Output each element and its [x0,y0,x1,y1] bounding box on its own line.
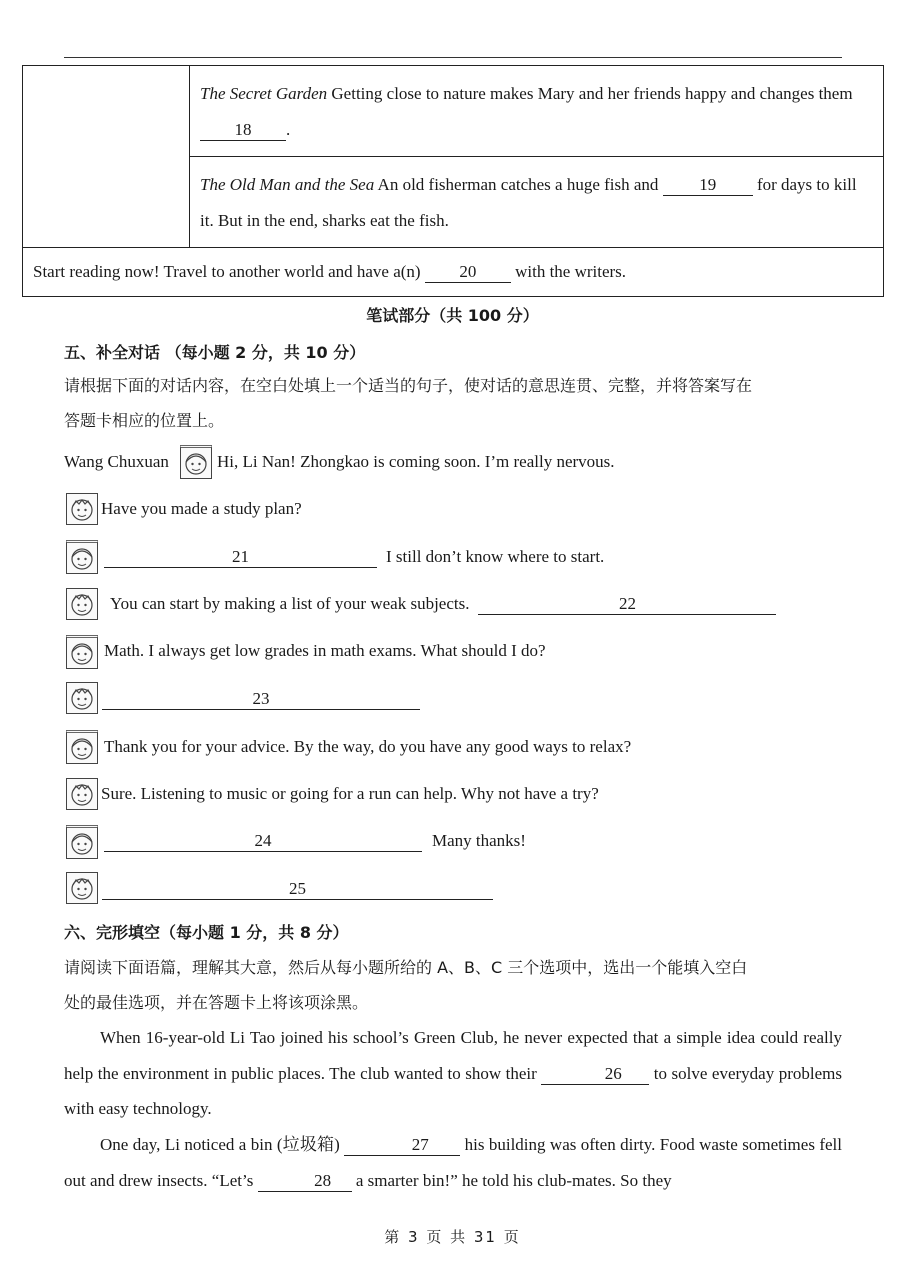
dialogue-line: Have you made a study plan? [101,499,302,518]
boy-avatar-icon [66,872,98,904]
blank-26: 26 [541,1064,649,1085]
dialogue-line: Thank you for your advice. By the way, do you have any good ways to relax? [104,737,632,756]
section6-title: 六、完形填空（每小题 1 分，共 8 分） [64,923,349,942]
section5-instruction: 请根据下面的对话内容，在空白处填上一个适当的句子，使对话的意思连贯、完整，并将答案写在 [64,376,753,395]
written-part-title: 笔试部分（共 100 分） [366,306,539,325]
dialogue-line: Math. I always get low grades in math exams. What should I do? [104,641,546,660]
dialogue-line: You can start by making a list of your weak subjects. 22 [110,594,776,615]
book-title: The Old Man and the Sea [200,175,375,194]
reading-table [22,65,884,297]
page-number: 第 3 页 共 31 页 [384,1228,521,1246]
boy-avatar-icon [66,493,98,525]
blank-23: 23 [102,689,420,710]
dialogue-line: Sure. Listening to music or going for a run can help. Why not have a try? [101,784,599,803]
section5-instruction-cont: 答题卡相应的位置上。 [64,411,225,430]
table-left-cell [23,66,190,248]
dialogue-line [102,689,420,710]
speaker-name: Wang Chuxuan [64,452,169,471]
girl-avatar-icon [66,825,98,859]
header-rule [64,57,842,58]
boy-avatar-icon [66,588,98,620]
cloze-paragraph-2: One day, Li noticed a bin (垃圾箱) 27 his building was often dirty. Food waste sometimes fell out and drew insects. “Let’s 28 a smarter bin!” he told his club-mates. So they [64,1135,842,1190]
table-row: The Old Man and the Sea An old fisherman catches a huge fish and 19 for days to kill it. But in the end, sharks eat the fish. [190,157,884,248]
blank-22: 22 [478,594,776,615]
blank-18: 18 [200,120,286,141]
section6-instruction-cont: 处的最佳选项，并在答题卡上将该项涂黑。 [64,993,369,1012]
boy-avatar-icon [66,682,98,714]
girl-avatar-icon [180,445,212,479]
dialogue-line [102,879,493,900]
blank-28: 28 [258,1171,352,1192]
blank-25: 25 [102,879,493,900]
blank-27: 27 [344,1135,460,1156]
section6-instruction: 请阅读下面语篇，理解其大意，然后从每小题所给的 A、B、C 三个选项中，选出一个能填入空白 [64,958,748,977]
blank-20: 20 [425,262,511,283]
blank-21: 21 [104,547,377,568]
blank-24: 24 [104,831,422,852]
blank-19: 19 [663,175,753,196]
girl-avatar-icon [66,730,98,764]
book-title: The Secret Garden [200,84,328,103]
girl-avatar-icon [66,635,98,669]
dialogue-line: 21 I still don’t know where to start. [104,547,604,568]
girl-avatar-icon [66,540,98,574]
table-row: The Secret Garden Getting close to nature makes Mary and her friends happy and changes them 18 . [190,66,884,157]
table-footer-row: Start reading now! Travel to another world and have a(n) 20 with the writers. [23,248,884,297]
dialogue-line: Hi, Li Nan! Zhongkao is coming soon. I’m really nervous. [217,452,615,471]
boy-avatar-icon [66,778,98,810]
cloze-paragraph-1: When 16-year-old Li Tao joined his school’s Green Club, he never expected that a simple idea could really help the environment in public places. The club wanted to show their 26 to solve everyday problems with easy technology. [64,1028,842,1118]
dialogue-line: 24 Many thanks! [104,831,526,852]
section5-title: 五、补全对话 （每小题 2 分，共 10 分） [64,343,366,362]
